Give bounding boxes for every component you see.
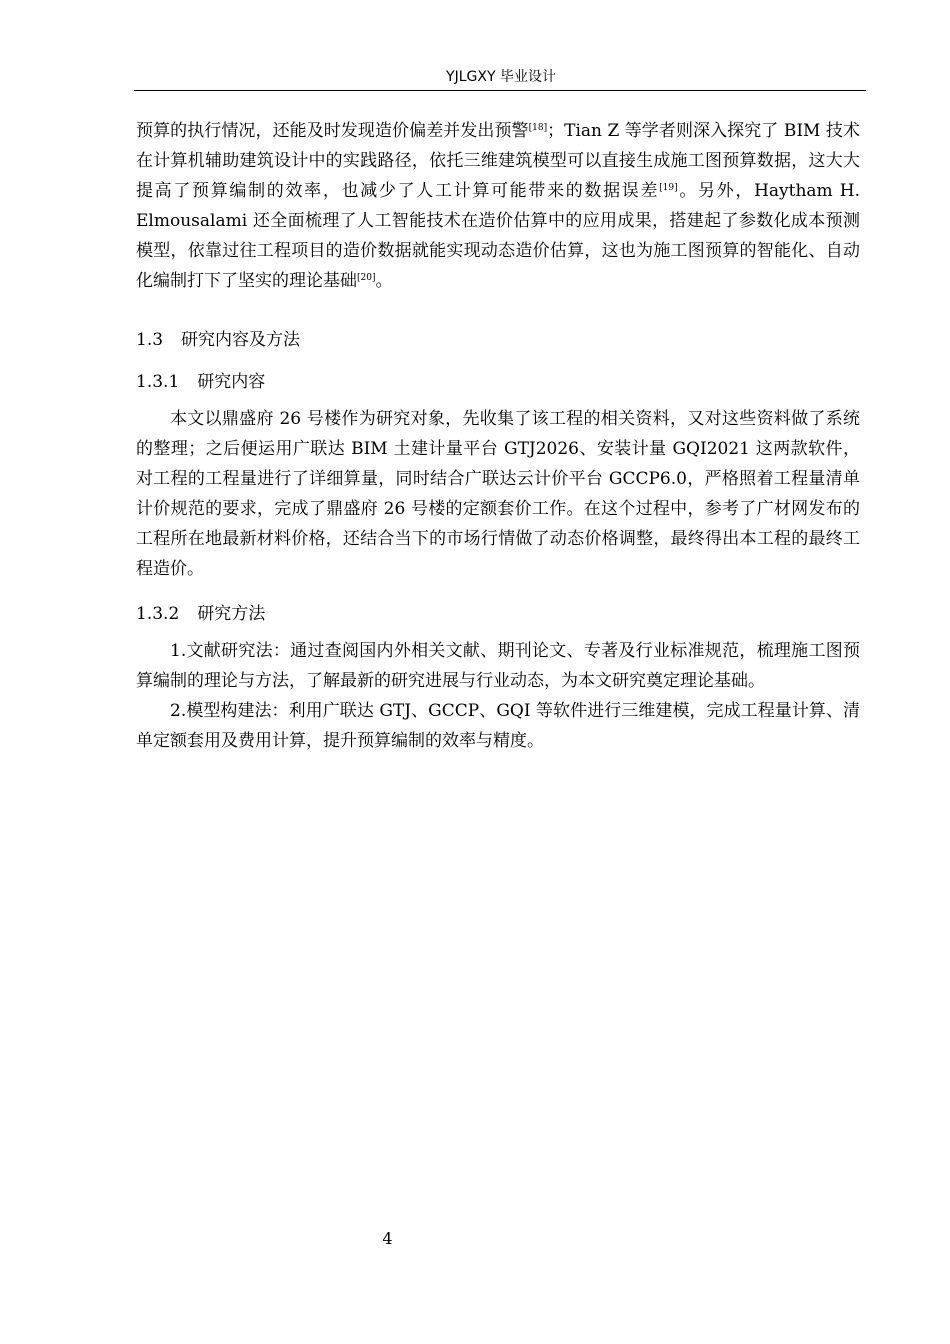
page-header: YJLGXY 毕业设计 (446, 69, 556, 85)
page-number: 4 (382, 1229, 393, 1248)
research-content-paragraph: 本文以鼎盛府 26 号楼作为研究对象，先收集了该工程的相关资料，又对这些资料做了系统的整理；之后便运用广联达 BIM 土建计量平台 GTJ2026、安装计量 GQI2021 这两款软件，对工程的工程量进行了详细算量，同时结合广联达云计价平台 GCCP6.0，严格照着工程量清单计价规范的要求，完成了鼎盛府 26 号楼的定额套价工作。在这个过程中，参考了广材网发布的工程所在地最新材料价格，还结合当下的市场行情做了动态价格调整，最终得出本工程的最终工程造价。 (136, 409, 860, 579)
intro-text-c: 。另外，Haytham H. Elmousalami 还全面梳理了人工智能技术在造价估算中的应用成果，搭建起了参数化成本预测模型，依靠过往工程项目的造价数据就能实现动态造价估算，这也为施工图预算的智能化、自动化编制打下了坚实的理论基础 (136, 181, 860, 291)
section-title: 研究内容及方法 (181, 330, 301, 350)
page-body (136, 116, 860, 756)
subsection-heading-1-3-2 (136, 602, 860, 626)
intro-text-d: 。 (375, 271, 393, 291)
intro-text-b: ；Tian Z 等学者则深入探究了 BIM 技术在计算机辅助建筑设计中的实践路径，依托三维建筑模型可以直接生成施工图预算数据，这大大提高了预算编制的效率，也减少了人工计算可能带来的数据误差 (136, 121, 860, 201)
citation-19: [19] (659, 183, 678, 193)
header-divider (134, 90, 866, 91)
subsection-title: 研究方法 (197, 604, 266, 624)
subsection-heading-1-3-1 (136, 370, 860, 394)
section-number: 1.3 (136, 330, 164, 350)
subsection-number: 1.3.1 (136, 372, 180, 392)
intro-text-a: 预算的执行情况，还能及时发现造价偏差并发出预警 (136, 121, 529, 141)
method-item-modeling: 2.模型构建法：利用广联达 GTJ、GCCP、GQI 等软件进行三维建模，完成工程量计算、清单定额套用及费用计算，提升预算编制的效率与精度。 (136, 701, 860, 751)
section-heading-1-3 (136, 328, 860, 352)
intro-paragraph (136, 116, 860, 296)
citation-20: [20] (357, 273, 376, 283)
citation-18: [18] (528, 123, 548, 133)
subsection-number: 1.3.2 (136, 604, 180, 624)
method-item-literature: 1.文献研究法：通过查阅国内外相关文献、期刊论文、专著及行业标准规范，梳理施工图预算编制的理论与方法，了解最新的研究进展与行业动态，为本文研究奠定理论基础。 (136, 641, 860, 691)
subsection-title: 研究内容 (197, 372, 266, 392)
